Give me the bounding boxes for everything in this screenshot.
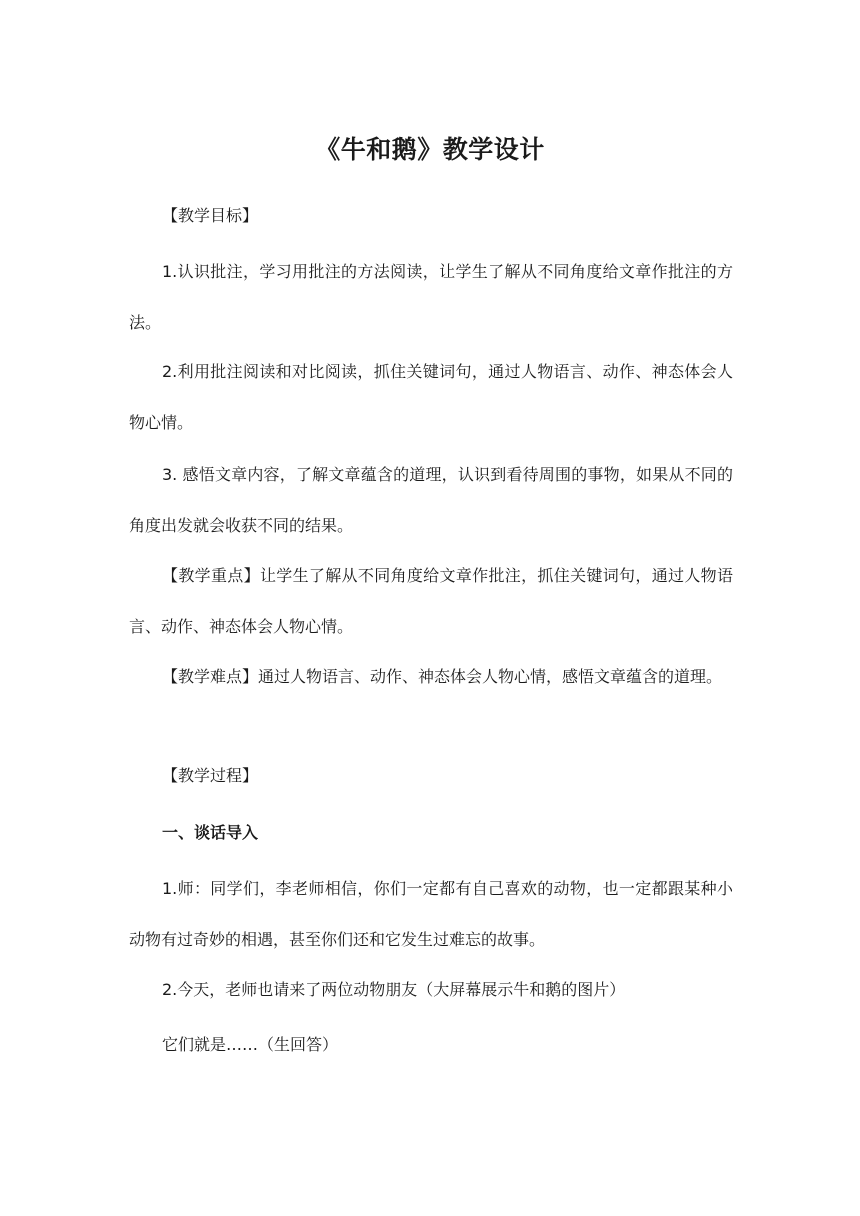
objectives-heading: 【教学目标】 xyxy=(162,206,259,225)
step-2: 2.今天，老师也请来了两位动物朋友（大屏幕展示牛和鹅的图片） xyxy=(162,980,626,999)
key-points: 【教学重点】让学生了解从不同角度给文章作批注，抓住关键词句，通过人物语言、动作、神态体会人物心情。 xyxy=(129,566,733,636)
objective-1: 1.认识批注，学习用批注的方法阅读，让学生了解从不同角度给文章作批注的方法。 xyxy=(129,262,733,332)
section-1-heading: 一、谈话导入 xyxy=(162,823,259,842)
step-3: 它们就是……（生回答） xyxy=(162,1035,339,1054)
difficulties: 【教学难点】通过人物语言、动作、神态体会人物心情，感悟文章蕴含的道理。 xyxy=(162,667,723,686)
step-1: 1.师：同学们，李老师相信，你们一定都有自己喜欢的动物，也一定都跟某种小动物有过奇妙的相遇，甚至你们还和它发生过难忘的故事。 xyxy=(129,879,733,949)
objective-3: 3. 感悟文章内容，了解文章蕴含的道理，认识到看待周围的事物，如果从不同的角度出发就会收获不同的结果。 xyxy=(129,465,733,535)
objective-2: 2.利用批注阅读和对比阅读，抓住关键词句，通过人物语言、动作、神态体会人物心情。 xyxy=(129,362,733,432)
process-heading: 【教学过程】 xyxy=(162,766,259,785)
document-title: 《牛和鹅》教学设计 xyxy=(315,135,545,164)
